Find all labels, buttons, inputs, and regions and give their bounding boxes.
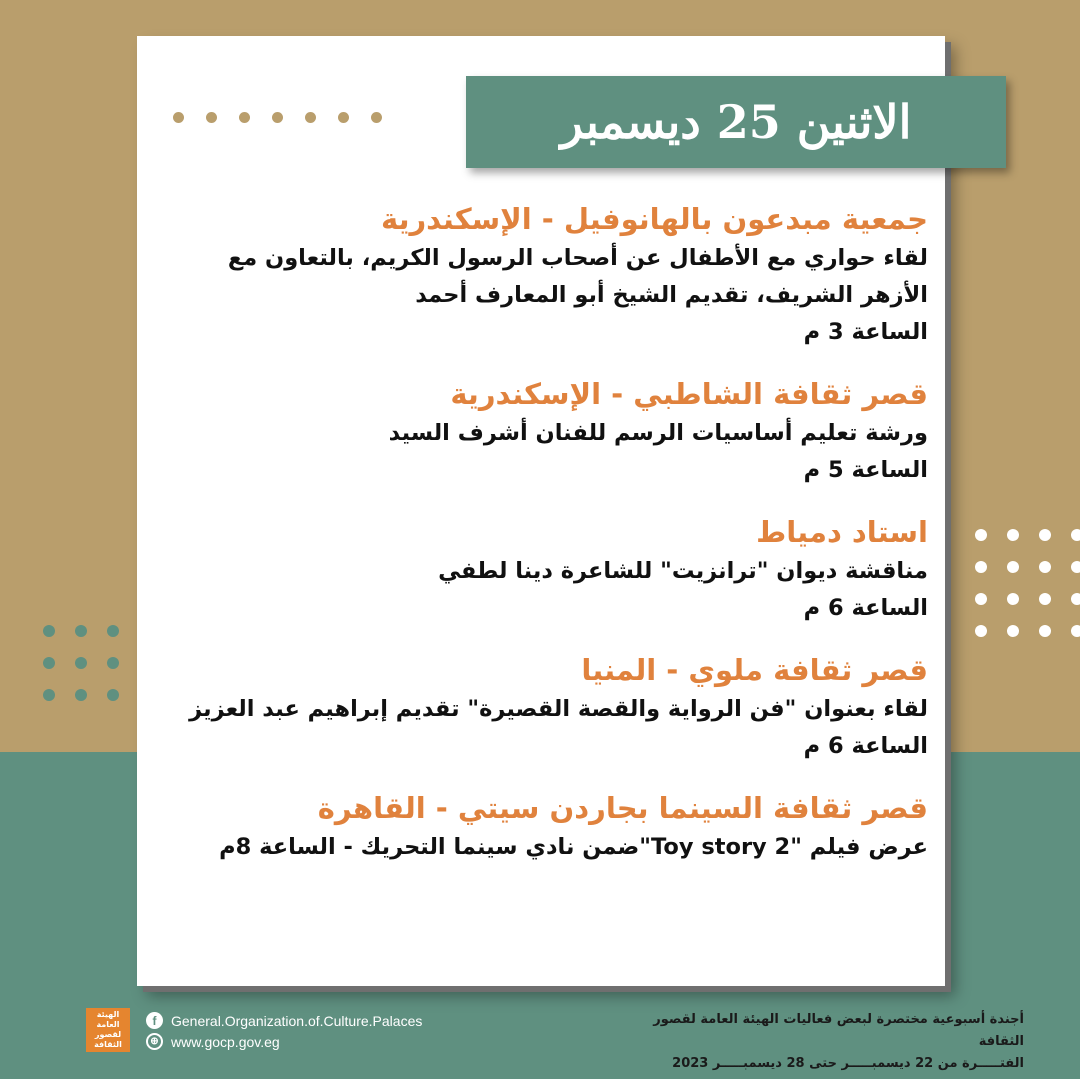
event-venue: قصر ثقافة السينما بجاردن سيتي - القاهرة	[317, 791, 928, 825]
event-description: مناقشة ديوان "ترانزيت" للشاعرة دينا لطفي	[438, 558, 928, 584]
globe-icon: ⊕	[146, 1033, 163, 1050]
facebook-link[interactable]	[146, 1012, 422, 1029]
event-item	[168, 511, 928, 627]
agenda-line: أجندة أسبوعية مختصرة لبعض فعاليات الهيئة العامة لقصور الثقافة	[653, 1012, 1024, 1049]
event-description: ورشة تعليم أساسيات الرسم للفنان أشرف السيد	[388, 420, 928, 446]
footer-caption	[604, 1009, 1024, 1075]
events-list	[168, 198, 928, 888]
event-description: لقاء بعنوان "فن الرواية والقصة القصيرة" تقديم إبراهيم عبد العزيز	[189, 696, 928, 722]
event-item	[168, 198, 928, 351]
event-description: لقاء حواري مع الأطفال عن أصحاب الرسول الكريم، بالتعاون مع الأزهر الشريف، تقديم الشيخ أبو المعارف أحمد	[227, 245, 928, 308]
event-venue: قصر ثقافة الشاطبي - الإسكندرية	[450, 377, 928, 411]
website-link[interactable]	[146, 1033, 280, 1050]
event-time: الساعة 3 م	[803, 319, 928, 345]
decorative-dots-white	[975, 529, 1080, 637]
event-item	[168, 373, 928, 489]
facebook-icon: f	[146, 1012, 163, 1029]
event-time: الساعة 5 م	[803, 457, 928, 483]
website-url: www.gocp.gov.eg	[171, 1033, 280, 1050]
period-line: الفتـــــرة من 22 ديسمبـــــر حتى 28 ديسمبـــــر 2023	[672, 1056, 1024, 1071]
event-description: عرض فيلم "Toy story 2"ضمن نادي سينما التحريك - الساعة 8م	[219, 834, 928, 860]
event-venue: قصر ثقافة ملوي - المنيا	[581, 653, 928, 687]
event-item	[168, 649, 928, 765]
decorative-dots-green	[43, 625, 151, 701]
event-time: الساعة 6 م	[803, 595, 928, 621]
facebook-page-name: General.Organization.of.Culture.Palaces	[171, 1012, 423, 1029]
event-venue: جمعية مبدعون بالهانوفيل - الإسكندرية	[380, 202, 928, 236]
event-time: الساعة 6 م	[803, 733, 928, 759]
event-venue: استاد دمياط	[756, 515, 928, 549]
decorative-dots-row	[173, 112, 382, 123]
date-banner	[466, 76, 1006, 168]
logo-text: الهيئة العامة لقصور الثقافة	[94, 1010, 122, 1049]
organization-logo	[86, 1008, 130, 1052]
date-title: الاثنين 25 ديسمبر	[560, 95, 912, 149]
event-item	[168, 787, 928, 866]
